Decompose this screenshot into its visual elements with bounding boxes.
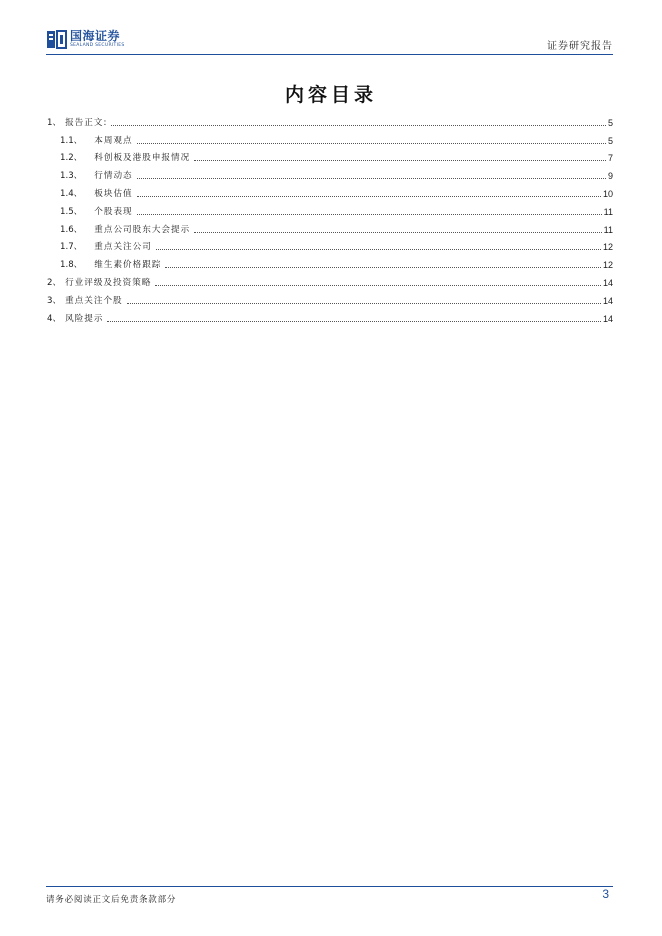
toc-entry-page: 12 — [602, 242, 613, 253]
toc-entry-page: 9 — [607, 171, 613, 182]
toc-entry-number: 1.7、 — [60, 242, 83, 253]
toc-entry[interactable] — [47, 270, 613, 288]
toc-entry-page: 14 — [602, 295, 613, 306]
toc-dot-leader — [194, 231, 601, 233]
toc-dot-leader — [165, 266, 601, 268]
toc-entry-number: 1.2、 — [60, 153, 83, 164]
logo-chinese-name: 国海证券 — [70, 28, 121, 43]
page-number: 3 — [602, 887, 609, 901]
toc-dot-leader — [127, 302, 601, 304]
page-footer — [46, 886, 613, 905]
page-header — [46, 26, 613, 55]
toc-entry-number: 1.1、 — [60, 135, 83, 146]
toc-entry[interactable] — [47, 306, 613, 324]
toc-entry-page: 14 — [602, 313, 613, 324]
toc-title: 内容目录 — [284, 84, 377, 106]
toc-entry-label: 板块估值 — [94, 188, 133, 199]
toc-entry[interactable] — [47, 181, 613, 199]
toc-entry[interactable] — [47, 163, 613, 181]
toc-entry-page: 12 — [602, 260, 613, 271]
toc-entry-page: 7 — [607, 153, 613, 164]
toc-entry-label: 重点关注公司 — [94, 242, 152, 253]
toc-entry[interactable] — [47, 128, 613, 146]
toc-entry-number: 1.3、 — [60, 171, 83, 182]
toc-dot-leader — [137, 195, 601, 197]
toc-dot-leader — [137, 213, 602, 215]
toc-entry-label: 本周观点 — [94, 135, 133, 146]
toc-entry-number: 2、 — [47, 277, 62, 288]
toc-entry[interactable] — [47, 235, 613, 253]
toc-dot-leader — [156, 248, 601, 250]
toc-entry-number: 1、 — [47, 117, 62, 128]
toc-entry-number: 4、 — [47, 313, 62, 324]
toc-entry[interactable] — [47, 252, 613, 270]
toc-entry[interactable] — [47, 217, 613, 235]
toc-entry-page: 11 — [603, 206, 613, 217]
toc-entry-label: 个股表现 — [94, 206, 133, 217]
logo-english-name: SEALAND SECURITIES — [70, 42, 125, 48]
toc-entry-label: 行业评级及投资策略 — [65, 277, 152, 288]
toc-entry[interactable] — [47, 110, 613, 128]
sealand-logo-icon — [46, 28, 68, 50]
toc-dot-leader — [194, 159, 606, 161]
toc-entry-page: 10 — [602, 188, 613, 199]
toc-entry-page: 11 — [603, 224, 613, 235]
table-of-contents — [47, 110, 613, 324]
toc-dot-leader — [107, 320, 601, 322]
toc-entry-page: 5 — [607, 135, 613, 146]
toc-entry-number: 1.4、 — [60, 188, 83, 199]
toc-entry-number: 3、 — [47, 295, 62, 306]
toc-entry[interactable] — [47, 146, 613, 164]
toc-entry-label: 重点公司股东大会提示 — [94, 224, 191, 235]
report-type-label: 证券研究报告 — [547, 41, 613, 52]
toc-entry-page: 5 — [607, 117, 613, 128]
toc-entry[interactable] — [47, 288, 613, 306]
toc-entry-label: 维生素价格跟踪 — [94, 260, 162, 271]
toc-entry-number: 1.8、 — [60, 260, 83, 271]
toc-entry-number: 1.5、 — [60, 206, 83, 217]
toc-dot-leader — [155, 284, 601, 286]
toc-entry-page: 14 — [602, 277, 613, 288]
toc-entry-label: 报告正文: — [65, 117, 108, 128]
toc-entry[interactable] — [47, 199, 613, 217]
toc-entry-label: 科创板及港股申报情况 — [94, 153, 191, 164]
toc-entry-label: 重点关注个股 — [65, 295, 123, 306]
toc-dot-leader — [137, 177, 606, 179]
toc-entry-number: 1.6、 — [60, 224, 83, 235]
footer-disclaimer: 请务必阅读正文后免责条款部分 — [46, 895, 177, 905]
toc-dot-leader — [137, 142, 606, 144]
company-logo — [46, 28, 125, 50]
toc-dot-leader — [111, 124, 606, 126]
toc-entry-label: 风险提示 — [65, 313, 104, 324]
toc-entry-label: 行情动态 — [94, 171, 133, 182]
